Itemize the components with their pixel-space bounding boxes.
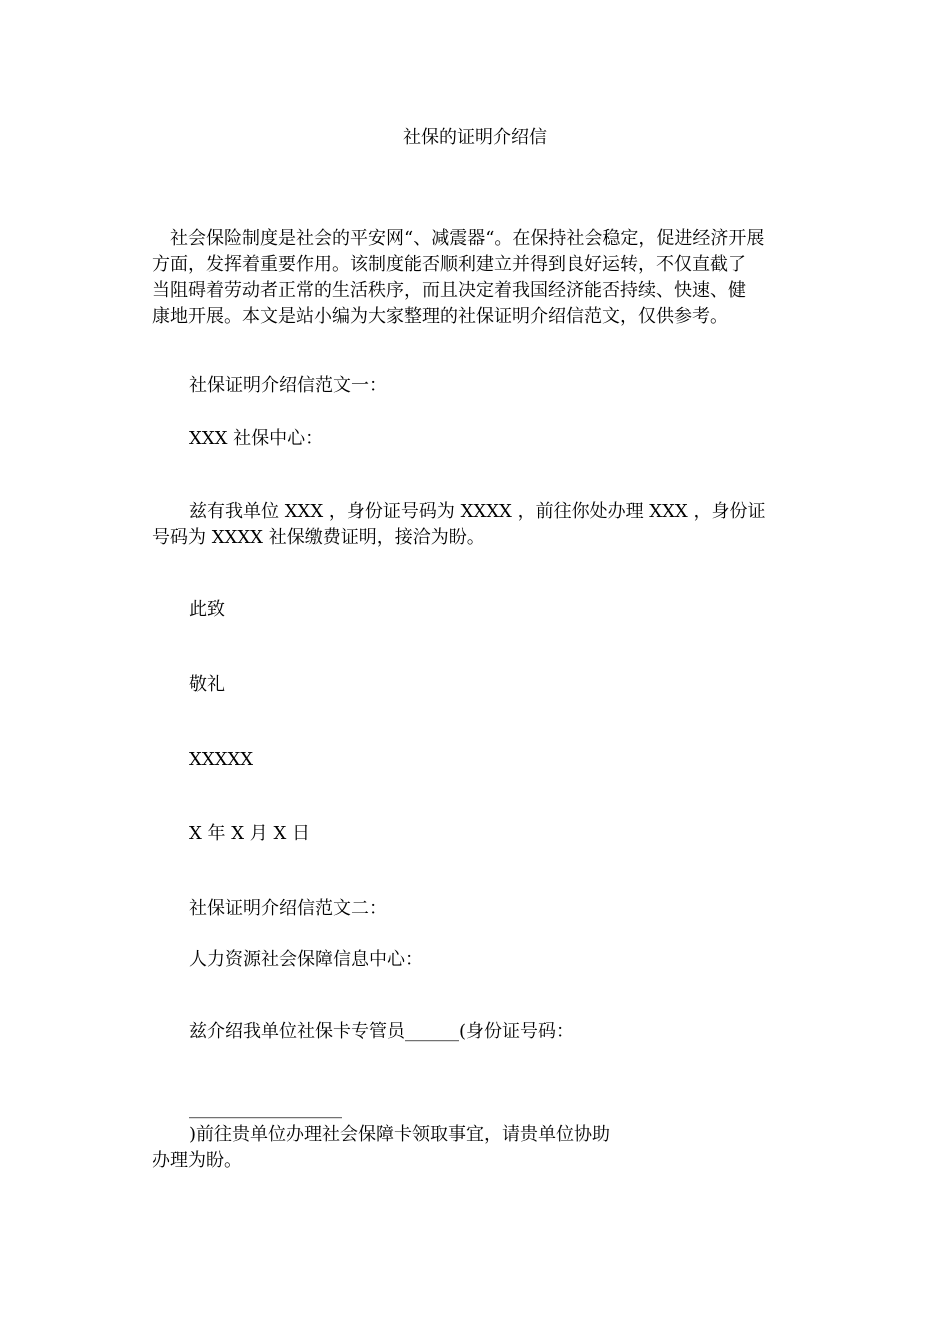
intro-line: 方面，发挥着重要作用。该制度能否顺利建立并得到良好运转，不仅直截了 bbox=[152, 254, 746, 275]
document-title: 社保的证明介绍信 bbox=[403, 127, 547, 148]
sample1-signer: XXXXX bbox=[189, 749, 254, 770]
sample1-body bbox=[152, 499, 802, 551]
sample2-body bbox=[152, 1096, 802, 1174]
sample2-line2-suffix: )前往贵单位办理社会保障卡领取事宜，请贵单位协助 bbox=[189, 1124, 611, 1145]
sample2-line1-prefix: 兹介绍我单位社保卡专管员 bbox=[189, 1021, 405, 1042]
sample1-date: X 年 X 月 X 日 bbox=[189, 823, 311, 844]
sample2-line-3: 办理为盼。 bbox=[152, 1150, 242, 1171]
sample1-heading: 社保证明介绍信范文一： bbox=[189, 375, 387, 396]
sample2-heading: 社保证明介绍信范文二： bbox=[189, 898, 387, 919]
sample2-recipient: 人力资源社会保障信息中心： bbox=[189, 949, 423, 970]
sample1-body-line: 号码为 XXXX 社保缴费证明，接洽为盼。 bbox=[152, 527, 485, 548]
intro-line: 康地开展。本文是站小编为大家整理的社保证明介绍信范文，仅供参考。 bbox=[152, 306, 728, 327]
sample2-line1-suffix: (身份证号码： bbox=[459, 1021, 575, 1042]
sample1-closing-2: 敬礼 bbox=[189, 674, 225, 695]
sample2-line-1 bbox=[189, 1020, 574, 1044]
sample2-line-2 bbox=[152, 1096, 802, 1148]
sample1-body-line: 兹有我单位 XXX ，身份证号码为 XXXX ，前往你处办理 XXX ，身份证 bbox=[189, 501, 766, 522]
intro-paragraph bbox=[152, 226, 802, 330]
intro-line: 当阻碍着劳动者正常的生活秩序，而且决定着我国经济能否持续、快速、健 bbox=[152, 280, 746, 301]
id-number-blank: _________________ bbox=[189, 1098, 342, 1119]
sample1-closing-1: 此致 bbox=[189, 599, 225, 620]
name-blank: ______ bbox=[405, 1021, 459, 1042]
sample1-recipient: XXX 社保中心： bbox=[189, 428, 324, 449]
intro-line: 社会保险制度是社会的平安网“、减震器“。在保持社会稳定，促进经济开展 bbox=[170, 228, 765, 249]
